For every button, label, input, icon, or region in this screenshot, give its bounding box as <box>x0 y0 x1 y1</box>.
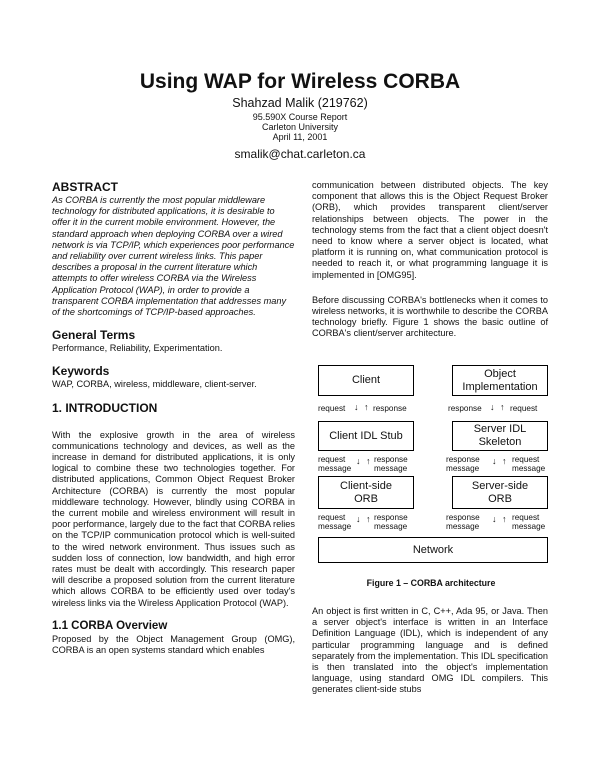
server-idl-skeleton-label: Server IDL Skeleton <box>473 423 527 448</box>
intro-text: With the explosive growth in the area of wireless communications technology and devices, as well as the increase in demand for distributed applications, it is only logical to combine these two technologies together. For distributed applications, Common Object Request Broker Architecture (CORBA) is currently the most popular middleware technology. However, blindly using CORBA in the current mobile and wireless environment will result in poor performance, largely due to the fact that CORBA relies on the TCP/IP communication protocol which is well-suited to the wired network environment. Thus issues such as sudden loss of connection, low bandwidth, and high error rates must be dealt with accordingly. This research paper will describe a proposed solution from the current literature which allows CORBA to be efficiently used over today's wireless links via the Wireless Application Protocol (WAP). <box>52 429 295 608</box>
server-idl-skeleton-box <box>452 421 548 451</box>
figure-caption: Figure 1 – CORBA architecture <box>366 578 496 588</box>
right-paragraph-1: communication between distributed objects. The key component that allows this is the Object Request Broker (ORB), which provides transparent client/server relationships between objects. The power in the technology stems from the fact that a client object doesn't need to know where a server object is located, what platform it is running on, what communication protocol is needed to reach it, or what programming language it is implemented in [OMG95]. <box>312 180 548 280</box>
up-arrow-icon: ↑ <box>364 402 369 412</box>
intro-heading: 1. INTRODUCTION <box>52 400 158 415</box>
object-implementation-label: Object Implementation <box>462 367 538 393</box>
client-response-message-label: response message <box>374 455 408 473</box>
up-arrow-icon: ↑ <box>366 456 371 466</box>
client-request-message-label: request message <box>318 455 352 473</box>
general-terms-text: Performance, Reliability, Experimentation. <box>52 343 223 354</box>
client-box <box>318 365 414 396</box>
right-column <box>312 180 548 340</box>
overview-text: Proposed by the Object Management Group (OMG), CORBA is an open systems standard which enables <box>52 633 295 656</box>
client-idl-stub-label: Client IDL Stub <box>329 429 403 442</box>
object-implementation-box <box>452 365 548 396</box>
keywords-heading: Keywords <box>52 364 110 379</box>
server-side-orb-box <box>452 476 548 509</box>
date-line: April 11, 2001 <box>272 132 328 142</box>
down-arrow-icon: ↓ <box>356 514 361 524</box>
client-side-orb-box <box>318 476 414 509</box>
up-arrow-icon: ↑ <box>502 456 507 466</box>
left-column <box>52 180 295 656</box>
server-side-orb-label: Server-side ORB <box>471 479 529 505</box>
network-label: Network <box>412 543 454 556</box>
client-orb-response-message-label: response message <box>374 513 408 531</box>
down-arrow-icon: ↓ <box>356 456 361 466</box>
abstract-text: As CORBA is currently the most popular middleware technology for distributed applications, it is desirable to offer it in the current mobile environment. However, the standard approach when deploying CORBA over a wired network is via TCP/IP, which experiences poor performance and reliability over current wireless links. This paper describes a proposal in the current literature which attempts to offer wireless CORBA via the Wireless Application Protocol (WAP), in order to provide a transparent CORBA implementation that addresses many of the shortcomings of TCP/IP-based approaches. <box>52 195 295 318</box>
keywords-text: WAP, CORBA, wireless, middleware, client-server. <box>52 379 257 390</box>
author-email[interactable]: smalik@chat.carleton.ca <box>234 147 366 161</box>
course-line: 95.590X Course Report <box>252 112 348 122</box>
server-response-message-label: response message <box>446 455 480 473</box>
university-line: Carleton University <box>261 122 339 132</box>
right-paragraph-3: An object is first written in C, C++, Ada 95, or Java. Then a server object's interface is written in an Interface Definition Language (IDL), which is independent of any particular programming language and is defined separately from the implementation. This IDL specification is then translated into the object's implementation language, using standard OMG IDL compilers. This generates client-side stubs <box>312 606 548 695</box>
client-request-label: request <box>318 404 346 413</box>
client-response-label: response <box>373 404 407 413</box>
client-side-orb-label: Client-side ORB <box>340 479 392 505</box>
overview-heading: 1.1 CORBA Overview <box>52 619 168 632</box>
server-orb-request-message-label: request message <box>512 513 546 531</box>
client-label: Client <box>351 374 381 386</box>
right-paragraph-3-container <box>312 606 548 696</box>
down-arrow-icon: ↓ <box>492 456 497 466</box>
down-arrow-icon: ↓ <box>490 402 495 412</box>
author-name: Shahzad Malik (219762) <box>232 96 368 110</box>
up-arrow-icon: ↑ <box>366 514 371 524</box>
server-orb-response-message-label: response message <box>446 513 480 531</box>
client-idl-stub-box <box>318 421 414 451</box>
server-response-label: response <box>448 404 482 413</box>
corba-architecture-diagram <box>312 363 550 573</box>
up-arrow-icon: ↑ <box>500 402 505 412</box>
client-orb-request-message-label: request message <box>318 513 352 531</box>
up-arrow-icon: ↑ <box>502 514 507 524</box>
down-arrow-icon: ↓ <box>492 514 497 524</box>
server-request-message-label: request message <box>512 455 546 473</box>
down-arrow-icon: ↓ <box>354 402 359 412</box>
network-box <box>318 537 548 563</box>
general-terms-heading: General Terms <box>52 328 136 343</box>
paper-title: Using WAP for Wireless CORBA <box>139 70 461 93</box>
abstract-heading: ABSTRACT <box>52 180 118 194</box>
right-paragraph-2: Before discussing CORBA's bottlenecks when it comes to wireless networks, it is worthwhile to describe the CORBA technology briefly. Figure 1 shows the basic outline of CORBA's client/server architecture. <box>312 294 548 339</box>
server-request-label: request <box>510 404 538 413</box>
